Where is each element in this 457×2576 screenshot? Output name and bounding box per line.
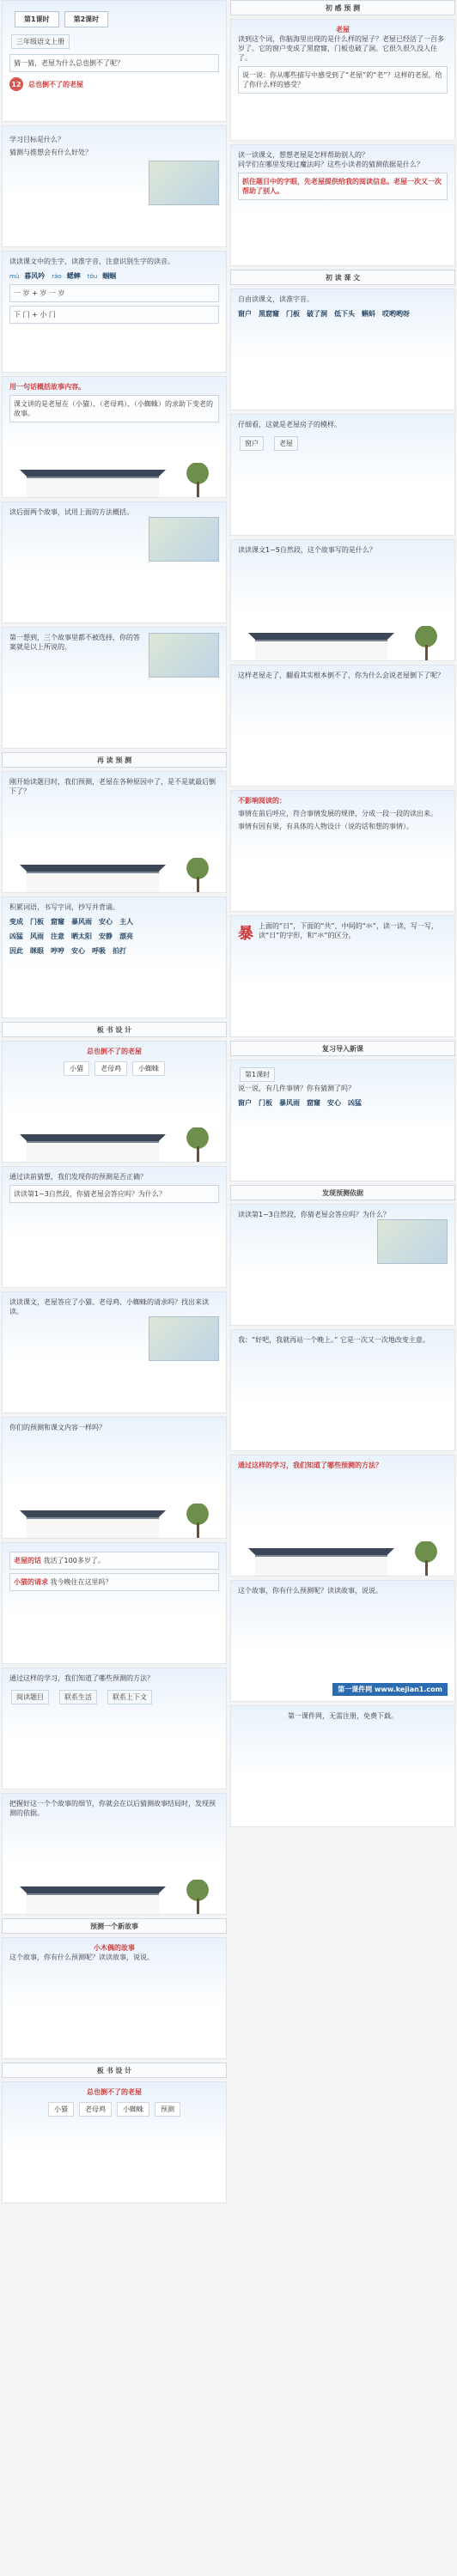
word: 安心 — [327, 1099, 341, 1107]
new-story-banner: 预测一个新故事 — [2, 1918, 227, 1934]
slide-literacy — [2, 896, 227, 1018]
word: 暴风雨 — [71, 918, 92, 926]
board-item: 老母鸡 — [94, 1061, 127, 1076]
board-item: 小蜘蛛 — [132, 1061, 165, 1076]
word: 黑窟窿 — [259, 310, 279, 318]
slide-footer — [230, 1705, 455, 1827]
method: 联系上下文 — [107, 1690, 152, 1704]
board-item: 老母鸡 — [79, 2102, 112, 2117]
right-column — [230, 0, 455, 1831]
lesson-number: 12 — [9, 77, 23, 91]
case-key: 小猫的请求 — [14, 1578, 48, 1586]
wall — [27, 1141, 159, 1162]
pinyin-words — [9, 271, 219, 281]
goal-1: 学习目标是什么？ — [9, 136, 64, 143]
story-title: 小木偶的故事 — [94, 1944, 135, 1952]
word: 门板 — [286, 310, 300, 318]
pair — [238, 434, 448, 453]
tab-lesson-2[interactable]: 第2课时 — [64, 11, 109, 27]
slide-rules — [230, 790, 455, 912]
word-item — [52, 271, 80, 281]
wall — [255, 1555, 387, 1576]
board1-items — [9, 1061, 219, 1076]
word: 因此 — [9, 947, 23, 955]
rule-title: 不影响阅读的： — [238, 797, 286, 805]
story-intro: 这个故事，你有什么预测呢？读读故事，说说。 — [9, 1953, 154, 1961]
slide-goals — [2, 125, 227, 247]
house-illustration — [3, 856, 226, 892]
word: 暴风雨 — [279, 1099, 300, 1107]
step1-text: 读读第1~3自然段，你猜老屋会答应吗？为什么？ — [9, 1185, 219, 1203]
oldhouse-text: 读到这个词，你脑海里出现的是什么样的屋子？老屋已经活了一百多岁了。它的窗户变成了黑窟窿，门板也破了洞。它很久很久没人住了。 — [238, 35, 444, 62]
slide-oldhouse — [230, 19, 455, 141]
case-key: 老屋的话 — [14, 1557, 41, 1564]
slide-summary — [2, 376, 227, 498]
board1-banner: 板 书 设 计 — [2, 1022, 227, 1037]
slide-storm — [230, 915, 455, 1037]
slide-trace — [2, 1166, 227, 1288]
predict-1-text: 读后面两个故事，试用上面的方法概括。 — [9, 508, 133, 516]
pinyin: mù — [9, 273, 20, 280]
rule-1: 事情在前后呼应，符合事情发展的规律，分成一段一段的读出来。 — [238, 810, 437, 817]
house-illustration — [3, 461, 226, 497]
lesson-title-text: 总也倒不了的老屋 — [28, 80, 83, 88]
group-answer: 课文讲的是老屋在（小猫）、（老母鸡）、（小蜘蛛）的求助下变老的故事。 — [9, 395, 219, 422]
word: 眯眼 — [30, 947, 44, 955]
word: 蟋蟀 — [66, 272, 81, 280]
oldhouse-title: 老屋 — [336, 26, 350, 33]
board2-title: 总也倒不了的老屋 — [87, 2088, 142, 2096]
word: 蝌蚪 — [362, 310, 375, 318]
lesson-title — [9, 77, 219, 91]
word-item — [9, 271, 45, 281]
word: 门板 — [259, 1099, 272, 1107]
board2-banner: 板 书 设 计 — [2, 2063, 227, 2078]
first-read-banner: 初 感 预 测 — [230, 0, 455, 15]
case-2 — [9, 1573, 219, 1591]
tree — [413, 626, 439, 660]
word: 哎哟哟呀 — [382, 310, 410, 318]
slide-predict-2 — [230, 665, 455, 787]
rule-2: 事情有因有果，有具体的人物设计（说的话和想的事情）。 — [238, 823, 413, 830]
house-illustration — [231, 1540, 454, 1576]
case-1 — [9, 1552, 219, 1570]
word: 哼哼 — [51, 947, 64, 955]
board-item: 小猫 — [48, 2102, 74, 2117]
slide-basis — [230, 1204, 455, 1326]
slide-think — [230, 144, 455, 266]
clue-text: 把握好这一个个故事的细节，你就会在以后猜测故事结局时，发现预测的依据。 — [9, 1800, 216, 1817]
sentence-text: 仔细看，这就是老屋房子的模样。 — [238, 421, 341, 428]
literacy-row-3 — [9, 946, 219, 956]
illustration — [149, 161, 219, 205]
wall — [27, 872, 159, 892]
initial-read-banner: 初 读 课 文 — [230, 270, 455, 285]
board-item: 预测 — [155, 2102, 180, 2117]
predict-2-text: 这样老屋走了，翻看其实根本倒不了，你为什么会说老屋倒下了呢？ — [238, 671, 444, 679]
method: 阅读题目 — [11, 1690, 49, 1704]
wall — [255, 640, 387, 660]
house-illustration — [3, 1502, 226, 1538]
slide-predict-1 — [2, 501, 227, 623]
word: 破了洞 — [307, 310, 327, 318]
literacy-intro: 积累词语，书写字词，抄写并背诵。 — [9, 903, 119, 911]
tree — [185, 1504, 210, 1538]
word: 呼吸 — [92, 947, 106, 955]
slide-reading — [230, 289, 455, 410]
pair-right: 老屋 — [274, 436, 298, 451]
word: 门板 — [30, 918, 44, 926]
pinyin: tóu — [87, 273, 98, 280]
think-b: 同学们在哪里发现过魔法吗？这些小读者的猜测依据是什么？ — [238, 161, 423, 168]
tab-lesson-1[interactable]: 第1课时 — [15, 11, 59, 27]
footer-text: 第一课件网，无需注册，免费下载。 — [288, 1712, 398, 1720]
left-column — [2, 0, 227, 2207]
slide-board1 — [2, 1041, 227, 1163]
illustration — [377, 1219, 448, 1264]
wall — [27, 1893, 159, 1914]
slide-cases — [2, 1542, 227, 1664]
slide-step3 — [2, 1417, 227, 1539]
word: 拍打 — [113, 947, 126, 955]
choice-b: 下 门 + 小 门 — [9, 306, 219, 324]
word: 主人 — [119, 918, 133, 926]
word: 窟窿 — [51, 918, 64, 926]
board2-items — [9, 2102, 219, 2117]
choice-a: 一 岁 + 岁 一 岁 — [9, 284, 219, 302]
tree — [185, 858, 210, 892]
word: 凶猛 — [9, 933, 23, 940]
basis-banner: 发现预测依据 — [230, 1185, 455, 1200]
slide-pinyin — [2, 251, 227, 373]
slide-story-right — [230, 1580, 455, 1702]
slide-first-q — [230, 539, 455, 661]
slide-review — [230, 1060, 455, 1182]
step3-text: 你们的预测和课文内容一样吗？ — [9, 1424, 106, 1431]
reading-words — [238, 309, 448, 319]
word: 风雨 — [30, 933, 44, 940]
word: 漂亮 — [119, 933, 133, 940]
literacy-row-2 — [9, 932, 219, 941]
review-words — [238, 1098, 448, 1108]
board-item: 小蜘蛛 — [117, 2102, 149, 2117]
step1-copy: 读读第1~3自然段，你猜老屋会答应吗？为什么？ — [238, 1211, 390, 1218]
pinyin: ráo — [52, 273, 62, 280]
review-q: 说一说，有几件事情？你有猜测了吗？ — [238, 1084, 355, 1092]
wall — [27, 477, 159, 497]
method: 联系生活 — [59, 1690, 97, 1704]
word: 蝈蝈 — [102, 272, 117, 280]
book-illustration — [149, 633, 219, 677]
lesson-tabs — [15, 11, 214, 27]
slide-new-story — [2, 1937, 227, 2059]
question-bubble: 猜一猜，老屋为什么总也倒不了呢？ — [9, 54, 219, 72]
tree — [185, 463, 210, 497]
slide-reflect — [2, 627, 227, 749]
summary-copy: 通过这样的学习，我们知道了哪些预测的方法？ — [238, 1461, 382, 1469]
grade-badge: 三年级语文上册 — [11, 34, 70, 49]
change-text: 我：“好吧，我就再站一个晚上。” 它是一次又一次地改变主意。 — [238, 1336, 430, 1344]
word: 变成 — [9, 918, 23, 926]
wall — [27, 1517, 159, 1538]
house-illustration — [231, 624, 454, 660]
summary-q: 通过这样的学习，我们知道了哪些预测的方法？ — [9, 1674, 154, 1682]
word: 注意 — [51, 933, 64, 940]
corner-label: 第1课时 — [240, 1067, 275, 1082]
case-value: 我活了100多岁了。 — [43, 1557, 105, 1564]
slide-predict-end — [2, 1793, 227, 1915]
goal-2: 猜测与推想会有什么好处？ — [9, 149, 92, 156]
word-item — [88, 271, 116, 281]
reading-tip: 读读课文中的生字，读准字音，注意识别生字的读音。 — [9, 258, 174, 265]
reflect-text: 第一想到，三个故事里都不被选择，你的答案就是以上所说的。 — [9, 634, 140, 651]
tree — [185, 1127, 210, 1162]
slide-title — [2, 0, 227, 122]
watermark: 第一课件网 www.kejian1.com — [332, 1683, 448, 1696]
word: 暮风吟 — [24, 272, 46, 280]
tree — [185, 1880, 210, 1914]
slide-change — [230, 1329, 455, 1451]
word: 安心 — [99, 918, 113, 926]
house-illustration — [3, 1126, 226, 1162]
tree — [413, 1541, 439, 1576]
slide-step2 — [2, 1291, 227, 1413]
review-banner: 复习导入新课 — [230, 1041, 455, 1056]
illustration — [149, 1316, 219, 1361]
board-item: 小猫 — [64, 1061, 89, 1076]
slide-board2 — [2, 2081, 227, 2203]
slide-sentence — [230, 414, 455, 536]
word: 晒太阳 — [71, 933, 92, 940]
word: 窗户 — [238, 310, 252, 318]
step2-text: 读读课文，老屋答应了小猫、老母鸡、小蜘蛛的请求吗？找出来读读。 — [9, 1298, 209, 1315]
board1-title: 总也倒不了的老屋 — [87, 1048, 142, 1055]
slide-reread — [2, 771, 227, 893]
slide-methods-right — [230, 1455, 455, 1577]
first-q: 读读课文1~5自然段，这个故事写的是什么？ — [238, 546, 376, 554]
slide-methods — [2, 1668, 227, 1789]
reread-q: 刚开始读题目时，我们预测，老屋在各种原因中了，是不是就最后倒下了？ — [9, 778, 216, 795]
house-illustration — [3, 1878, 226, 1914]
group-question: 用一句话概括故事内容。 — [9, 383, 85, 391]
oldhouse-question: 说一说：你从哪些描写中感受到了“老屋”的“老”？这样的老屋，给了你什么样的感受？ — [238, 66, 448, 94]
storm-char: 暴 — [238, 925, 253, 943]
case-value: 我今晚住在这里吗？ — [50, 1578, 113, 1586]
word: 安心 — [71, 947, 85, 955]
methods — [9, 1688, 219, 1706]
word: 安静 — [99, 933, 113, 940]
think-c: 抓住题目中的字眼，先老屋提供给我的阅读信息。老屋一次又一次帮助了别人。 — [238, 173, 448, 200]
reading-intro: 自由读课文，读准字音。 — [238, 295, 314, 303]
word: 低下头 — [334, 310, 355, 318]
storm-text: 上面的“日”，下面的“共”，中间的“氺”，读一读，写一写，读“日”的字形，和“氺”的区分。 — [259, 922, 438, 939]
word: 窗户 — [238, 1099, 252, 1107]
trace-text: 通过读前猜想，我们发现你的预测是否正确？ — [9, 1173, 147, 1181]
word: 窟窿 — [307, 1099, 320, 1107]
literacy-row-1 — [9, 917, 219, 927]
illustration — [149, 517, 219, 562]
story-intro-right: 这个故事，你有什么预测呢？读读故事，说说。 — [238, 1587, 382, 1595]
think-a: 读一读课文，想想老屋是怎样帮助别人的？ — [238, 151, 369, 159]
pair-left: 窗户 — [240, 436, 264, 451]
word: 凶猛 — [348, 1099, 362, 1107]
reread-banner: 再 读 预 测 — [2, 752, 227, 768]
